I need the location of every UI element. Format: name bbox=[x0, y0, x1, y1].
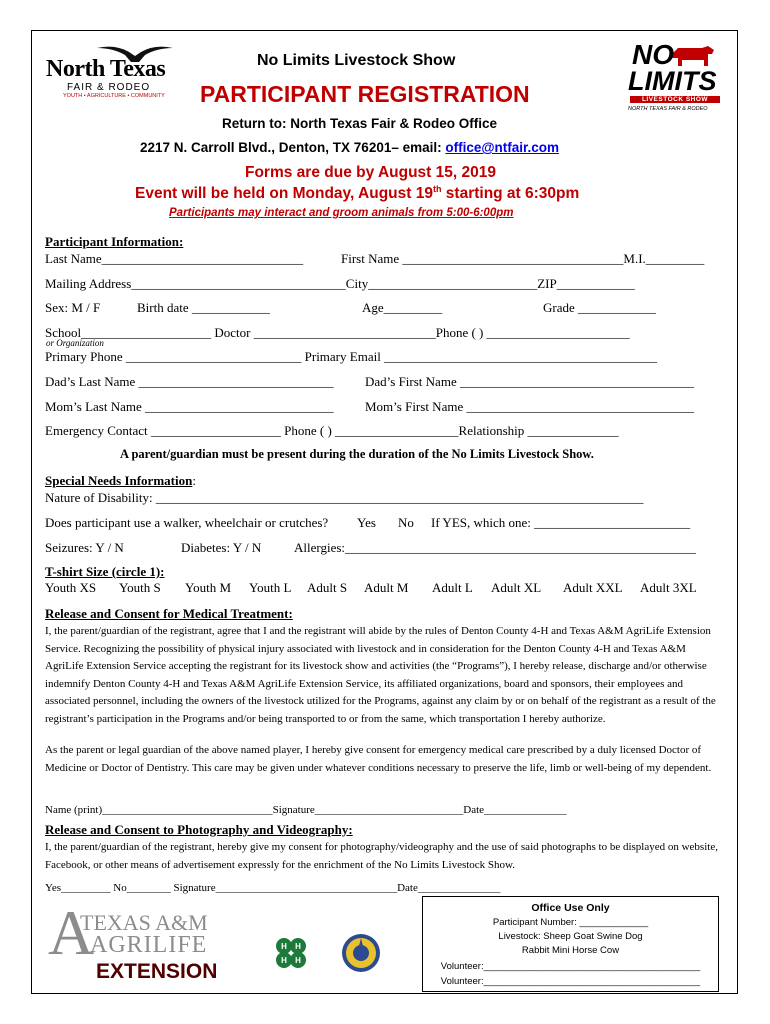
address-text: 2217 N. Carroll Blvd., Denton, TX 76201– email: bbox=[140, 140, 446, 155]
no-limits-logo-banner: LIVESTOCK SHOW bbox=[630, 96, 720, 103]
tshirt-option[interactable]: Youth S bbox=[119, 580, 161, 595]
special-needs-heading-text: Special Needs Information bbox=[45, 473, 193, 488]
special-needs-heading bbox=[45, 473, 196, 488]
office-use-box bbox=[422, 896, 719, 992]
age-field[interactable]: Age_________ bbox=[362, 300, 443, 315]
primary-contact-field[interactable]: Primary Phone ___________________________ Primary Email __________________________________________ bbox=[45, 349, 658, 364]
mobility-yes-option[interactable]: Yes bbox=[357, 515, 376, 530]
school-doctor-phone-field[interactable]: School____________________ Doctor ____________________________Phone ( ) ______________________ bbox=[45, 325, 630, 340]
ffa-emblem-icon bbox=[340, 932, 382, 974]
allergies-field[interactable]: Allergies:______________________________________________________ bbox=[294, 540, 697, 555]
agrilife-logo-line1: TEXAS A&M bbox=[80, 910, 208, 935]
special-needs-colon: : bbox=[192, 473, 196, 488]
event-date-time: starting at 6:30pm bbox=[441, 185, 580, 203]
birth-date-field[interactable]: Birth date ____________ bbox=[137, 300, 270, 315]
sex-field[interactable]: Sex: M / F bbox=[45, 300, 101, 315]
interact-note: Participants may interact and groom animals from 5:00-6:00pm bbox=[169, 207, 514, 219]
agrilife-logo-line2: AGRILIFE bbox=[90, 932, 208, 958]
tshirt-heading: T-shirt Size (circle 1): bbox=[45, 564, 165, 579]
ntfr-logo-subtitle: FAIR & RODEO bbox=[67, 82, 151, 93]
mobility-which-field[interactable]: If YES, which one: ________________________ bbox=[431, 515, 691, 530]
mom-first-name-field[interactable]: Mom’s First Name ___________________________________ bbox=[365, 399, 694, 414]
no-limits-logo-tagline: NORTH TEXAS FAIR & RODEO bbox=[628, 106, 708, 112]
tshirt-option[interactable]: Adult S bbox=[307, 580, 348, 595]
event-date-sup: th bbox=[432, 184, 442, 194]
medical-signature-line[interactable]: Name (print)_______________________________Signature___________________________Date_______________ bbox=[45, 804, 567, 816]
page-title: PARTICIPANT REGISTRATION bbox=[200, 81, 530, 107]
mom-last-name-field[interactable]: Mom’s Last Name _____________________________ bbox=[45, 399, 334, 414]
email-link[interactable]: office@ntfair.com bbox=[445, 140, 560, 155]
svg-text:H: H bbox=[281, 956, 287, 965]
svg-text:H: H bbox=[281, 942, 287, 951]
svg-text:H: H bbox=[295, 942, 301, 951]
event-date bbox=[135, 184, 579, 203]
office-livestock-options-2[interactable]: Rabbit Mini Horse Cow bbox=[521, 945, 620, 956]
svg-text:H: H bbox=[295, 956, 301, 965]
no-limits-logo-no: NO bbox=[632, 39, 674, 70]
show-name: No Limits Livestock Show bbox=[257, 52, 456, 69]
emergency-contact-field[interactable]: Emergency Contact ____________________ Phone ( ) ___________________Relationship ______________ bbox=[45, 423, 619, 438]
photo-consent-paragraph: I, the parent/guardian of the registrant, hereby give my consent for photography/videography and the use of said photographs to be displayed on website, Facebook, or other means of advertisement expressly for the enrichment of the No Limits Livestock Show. bbox=[45, 841, 718, 871]
ntfr-logo-tagline: YOUTH • AGRICULTURE • COMMUNITY bbox=[63, 93, 165, 99]
address-line bbox=[140, 140, 559, 155]
tshirt-option[interactable]: Adult M bbox=[364, 580, 409, 595]
medical-emergency-paragraph: As the parent or legal guardian of the above named player, I hereby give consent for emergency medical care prescribed by a duly licensed Doctor of Medicine or Doctor of Dentistry. This care may be given under whatever conditions necessary to preserve the life, limb or well-being of my dependent. bbox=[45, 744, 712, 774]
or-organization-note: or Organization bbox=[46, 338, 104, 348]
return-to: Return to: North Texas Fair & Rodeo Office bbox=[222, 116, 498, 131]
tshirt-option[interactable]: Youth L bbox=[249, 580, 292, 595]
office-volunteer-field[interactable]: Volunteer:_________________________________________ bbox=[440, 976, 701, 987]
agrilife-logo-mark: A bbox=[48, 897, 95, 968]
event-date-text: Event will be held on Monday, August 19 bbox=[135, 185, 433, 203]
dad-first-name-field[interactable]: Dad’s First Name ____________________________________ bbox=[365, 374, 694, 389]
agrilife-logo-line3: EXTENSION bbox=[96, 960, 218, 983]
guardian-note: A parent/guardian must be present during the duration of the No Limits Livestock Show. bbox=[120, 447, 594, 461]
office-volunteer-field[interactable]: Volunteer:_________________________________________ bbox=[440, 961, 701, 972]
office-livestock-options[interactable]: Livestock: Sheep Goat Swine Dog bbox=[498, 931, 643, 942]
tshirt-option[interactable]: Youth M bbox=[185, 580, 232, 595]
grade-field[interactable]: Grade ____________ bbox=[543, 300, 657, 315]
tshirt-option[interactable]: Adult 3XL bbox=[640, 580, 697, 595]
last-name-field[interactable]: Last Name_______________________________ bbox=[45, 251, 304, 266]
first-name-field[interactable]: First Name __________________________________M.I._________ bbox=[341, 251, 705, 266]
due-date: Forms are due by August 15, 2019 bbox=[245, 164, 496, 181]
mobility-no-option[interactable]: No bbox=[398, 515, 414, 530]
photo-signature-line[interactable]: Yes_________ No________ Signature_________________________________Date_______________ bbox=[45, 882, 501, 894]
dad-last-name-field[interactable]: Dad’s Last Name ______________________________ bbox=[45, 374, 334, 389]
seizures-field[interactable]: Seizures: Y / N bbox=[45, 540, 124, 555]
four-h-clover-icon bbox=[270, 932, 312, 974]
participant-heading: Participant Information: bbox=[45, 234, 184, 249]
tshirt-option[interactable]: Adult L bbox=[432, 580, 473, 595]
nature-of-disability-field[interactable]: Nature of Disability: ___________________________________________________________________________ bbox=[45, 490, 644, 505]
ntfr-logo-title: North Texas bbox=[46, 56, 166, 82]
diabetes-field[interactable]: Diabetes: Y / N bbox=[181, 540, 262, 555]
office-use-title: Office Use Only bbox=[531, 902, 610, 914]
mailing-address-field[interactable]: Mailing Address_________________________________City__________________________ZIP____________ bbox=[45, 276, 635, 291]
photo-consent-heading: Release and Consent to Photography and Videography: bbox=[45, 822, 353, 837]
medical-consent-paragraph: I, the parent/guardian of the registrant, agree that I and the registrant will abide by the rules of Denton County 4-H and Texas A&M AgriLife Extension Service. Recognizing the possibility of physical injury associated with livestock and in consideration for the Denton County 4-H and Texas A&M AgriLife Extension Service accepting the registrant for its livestock show and activities (the “Programs”), I hereby release, discharge and/or otherwise indemnify Denton County 4-H and Texas A&M AgriLife Extension Service, its affiliated organizations, board and sponsors, their employees and associated personnel, including the owners of the livestock utilized for the Programs, against any claim by or on behalf of the registrant as a result of the registrant’s participation in the Programs and/or being transported to or from the same, which transportation I hereby authorize. bbox=[45, 625, 716, 725]
tshirt-option[interactable]: Youth XS bbox=[45, 580, 97, 595]
tshirt-option[interactable]: Adult XXL bbox=[563, 580, 623, 595]
office-participant-number-field[interactable]: Participant Number: _____________ bbox=[492, 917, 649, 928]
tshirt-option[interactable]: Adult XL bbox=[491, 580, 542, 595]
no-limits-logo-limits: LIMITS bbox=[628, 66, 717, 96]
mobility-question: Does participant use a walker, wheelchair or crutches? bbox=[45, 515, 329, 530]
medical-consent-heading: Release and Consent for Medical Treatment: bbox=[45, 606, 293, 621]
